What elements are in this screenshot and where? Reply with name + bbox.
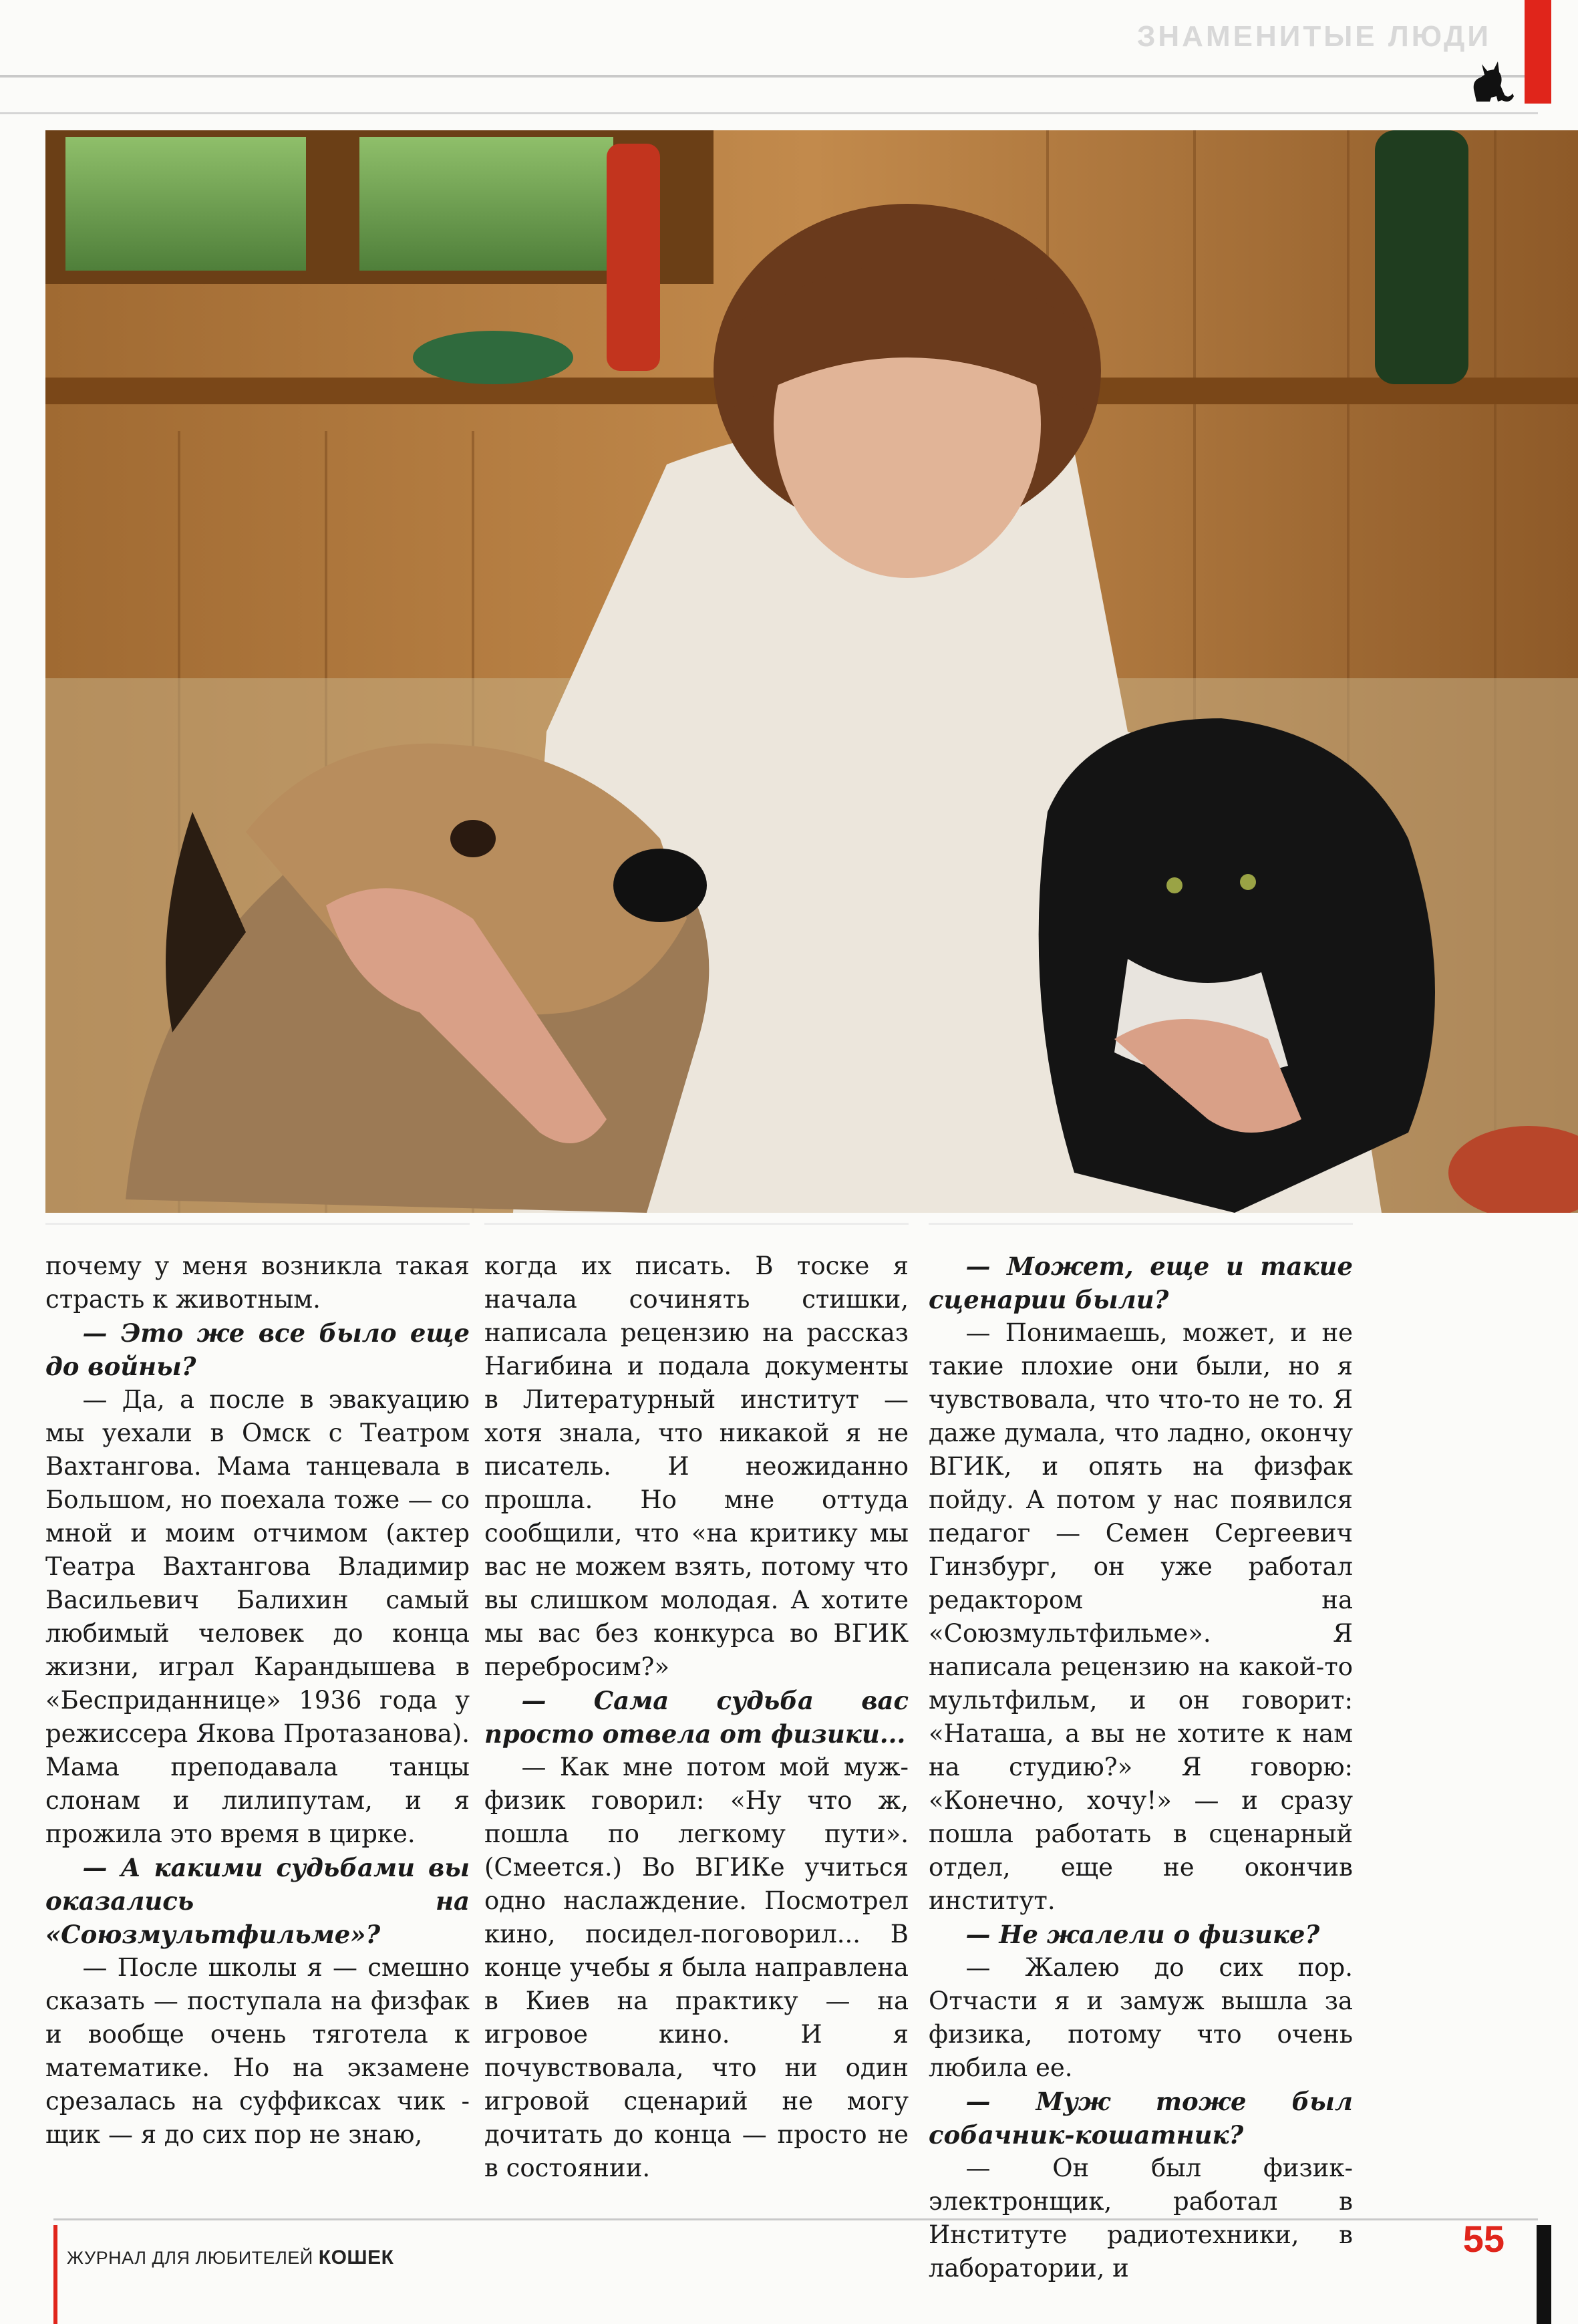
interview-question: — Сама судьба вас просто отвела от физики... (484, 1686, 909, 1749)
paragraph: — Понимаешь, может, и не такие плохие они были, но я чувствовала, что что-то не то. Я даже думала, что ладно, окончу ВГИК, и опять на физфак пойду. А потом у нас появился педагог — Семен Сергеевич Гинзбург, он уже работал редактором на «Союзмультфильме». Я написала рецензию на какой-то мультфильм, и он говорит: «Наташа, а вы не хотите к нам на студию?» Я говорю: «Конечно, хочу!» — и сразу пошла работать в сценарный отдел, еще не окончив институт. (929, 1318, 1353, 1915)
journal-name (67, 2246, 393, 2269)
column-rule-2 (484, 1223, 909, 1225)
interview-question: — А какими судьбами вы оказались на «Союзмультфильме»? (45, 1853, 470, 1949)
paragraph: — Он был физик-электронщик, работал в Институте радиотехники, в лаборатории, и (929, 2154, 1353, 2283)
interview-question: — Муж тоже был собачник-кошатник? (929, 2087, 1353, 2150)
interview-question: — Это же все было еще до войны? (45, 1318, 470, 1381)
footer-red-bar (53, 2225, 57, 2324)
header-rule-secondary (0, 112, 1538, 114)
paragraph: — Как мне потом мой муж-физик говорил: «Ну что ж, пошла по легкому пути». (Смеется.) Во ВГИКе учиться одно наслаждение. Посмотрел кино, посидел-поговорил... В конце учебы я была направлена в Киев на практику — на игровое кино. И я почувствовала, что ни один игровой сценарий не могу дочитать до конца — просто не в состоянии. (484, 1753, 909, 2182)
paragraph: — Жалею до сих пор. Отчасти я и замуж вышла за физика, потому что очень любила ее. (929, 1953, 1353, 2082)
page-number: 55 (1462, 2218, 1505, 2260)
footer-black-bar (1537, 2225, 1551, 2324)
paragraph: когда их писать. В тоске я начала сочинять стишки, написала рецензию на рассказ Нагибина и подала документы в Литературный институт — хотя знала, что никакой я не писатель. И неожиданно прошла. Но мне оттуда сообщили, что «на критику мы вас не можем взять, потому что вы слишком молодая. А хотите мы вас без конкурса во ВГИК перебросим?» (484, 1252, 909, 1681)
column-rule-3 (929, 1223, 1353, 1225)
paragraph: почему у меня возникла такая страсть к животным. (45, 1252, 470, 1314)
header-rule (0, 75, 1538, 78)
paragraph: — После школы я — смешно сказать — поступала на физфак и вообще очень тяготела к математике. Но на экзамене срезалась на суффиксах чик - щик — я до сих пор не знаю, (45, 1953, 470, 2149)
page-header (0, 0, 1578, 120)
footer-rule (53, 2218, 1538, 2220)
cat-silhouette-icon (1464, 55, 1518, 108)
journal-name-bold: КОШЕК (318, 2246, 394, 2269)
interview-question: — Может, еще и такие сценарии были? (929, 1252, 1353, 1314)
article-column-3 (929, 1250, 1353, 2285)
journal-name-prefix: ЖУРНАЛ ДЛЯ ЛЮБИТЕЛЕЙ (67, 2248, 313, 2268)
feature-photo (45, 130, 1578, 1213)
article-column-1 (45, 1250, 470, 2152)
section-title: ЗНАМЕНИТЫЕ ЛЮДИ (1136, 20, 1491, 53)
interview-question: — Не жалели о физике? (965, 1920, 1320, 1949)
column-rule-1 (45, 1223, 470, 1225)
photo-illustration (45, 130, 1578, 1213)
paragraph: — Да, а после в эвакуацию мы уехали в Омск с Театром Вахтангова. Мама танцевала в Большом, но поехала тоже — со мной и моим отчимом (актер Театра Вахтангова Владимир Васильевич Балихин самый любимый человек до конца жизни, играл Карандышева в «Бесприданнице» 1936 года у режиссера Якова Протазанова). Мама преподавала танцы слонам и лилипутам, и я прожила это время в цирке. (45, 1385, 470, 1848)
article-column-2 (484, 1250, 909, 2185)
red-tab-marker (1525, 0, 1551, 104)
